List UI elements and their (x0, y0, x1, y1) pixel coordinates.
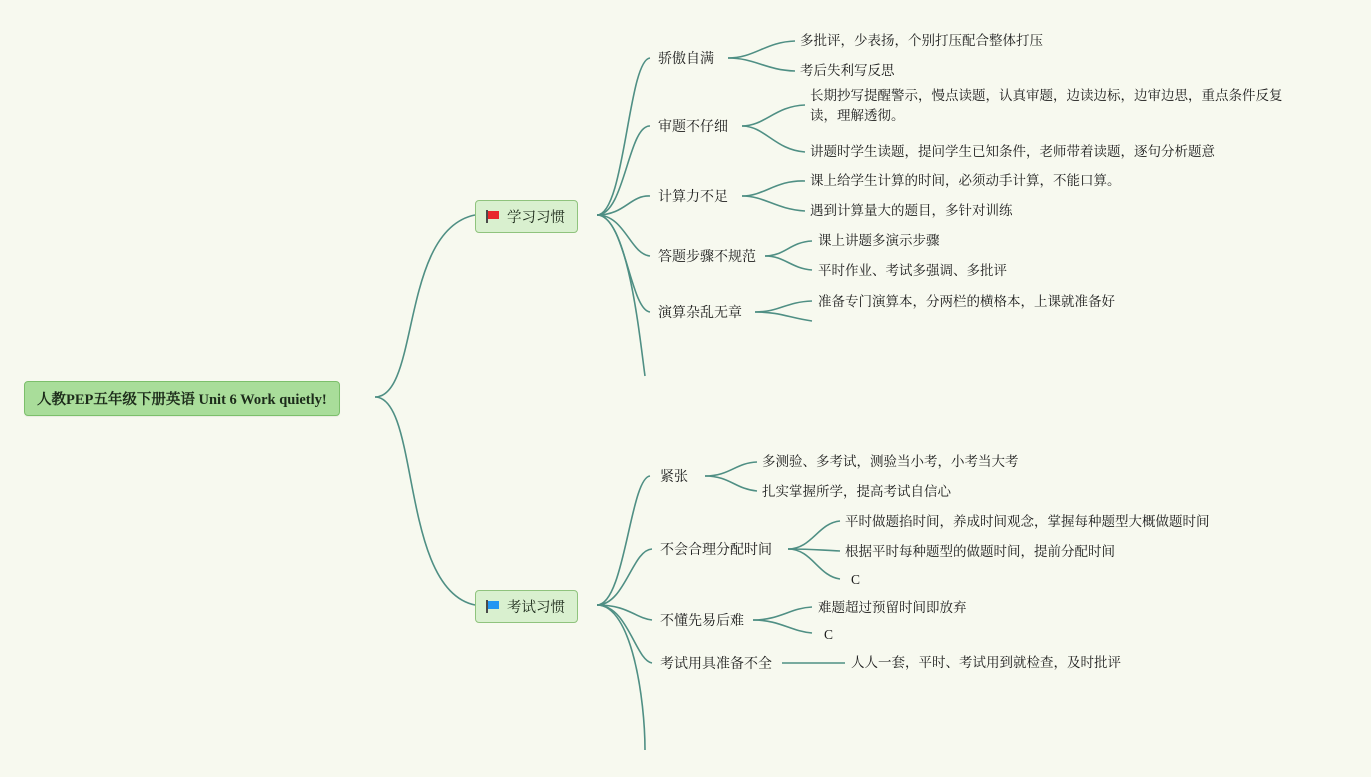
leaf-node[interactable]: 难题超过预留时间即放弃 (818, 600, 967, 615)
leaf-node[interactable]: 课上给学生计算的时间，必须动手计算，不能口算。 (810, 173, 1121, 188)
sub-node-nervousness[interactable]: 紧张 (660, 470, 688, 485)
blue-flag-icon (486, 600, 500, 613)
root-node[interactable]: 人教PEP五年级下册英语 Unit 6 Work quietly! (24, 381, 340, 416)
branch-label: 考试习惯 (507, 600, 565, 616)
leaf-node[interactable]: 讲题时学生读题，提问学生已知条件，老师带着读题，逐句分析题意 (810, 144, 1215, 159)
sub-node-messy-scratchwork[interactable]: 演算杂乱无章 (658, 306, 742, 321)
leaf-node[interactable]: 长期抄写提醒警示，慢点读题，认真审题，边读边标，边审边思，重点条件反复读，理解透彻。 (810, 88, 1283, 123)
leaf-node[interactable]: C (824, 627, 834, 642)
leaf-node[interactable]: 准备专门演算本，分两栏的横格本，上课就准备好 (818, 294, 1115, 309)
sub-node-careless-reading[interactable]: 审题不仔细 (658, 120, 728, 135)
sub-node-irregular-steps[interactable]: 答题步骤不规范 (658, 250, 756, 265)
sub-node-weak-calculation[interactable]: 计算力不足 (658, 190, 728, 205)
leaf-node[interactable]: 根据平时每种题型的做题时间，提前分配时间 (845, 544, 1115, 559)
branch-node-study-habits[interactable] (475, 200, 578, 233)
sub-node-pride[interactable]: 骄傲自满 (658, 52, 714, 67)
sub-node-time-allocation[interactable]: 不会合理分配时间 (660, 543, 772, 558)
leaf-node[interactable]: 课上讲题多演示步骤 (818, 233, 940, 248)
sub-node-exam-supplies[interactable]: 考试用具准备不全 (660, 657, 772, 672)
leaf-node[interactable]: 考后失利写反思 (800, 63, 895, 78)
branch-label: 学习习惯 (507, 210, 565, 226)
sub-node-easy-first[interactable]: 不懂先易后难 (660, 614, 744, 629)
red-flag-icon (486, 210, 500, 223)
leaf-node[interactable]: 多测验、多考试，测验当小考，小考当大考 (762, 454, 1019, 469)
leaf-node[interactable]: 遇到计算量大的题目，多针对训练 (810, 203, 1013, 218)
leaf-node[interactable]: 多批评，少表扬，个别打压配合整体打压 (800, 33, 1043, 48)
leaf-node[interactable]: 人人一套，平时、考试用到就检查，及时批评 (851, 655, 1121, 670)
leaf-node[interactable]: C (851, 572, 861, 587)
branch-node-exam-habits[interactable] (475, 590, 578, 623)
leaf-node[interactable]: 扎实掌握所学，提高考试自信心 (762, 484, 951, 499)
leaf-node[interactable]: 平时做题掐时间，养成时间观念，掌握每种题型大概做题时间 (845, 514, 1210, 529)
leaf-node[interactable]: 平时作业、考试多强调、多批评 (818, 263, 1007, 278)
